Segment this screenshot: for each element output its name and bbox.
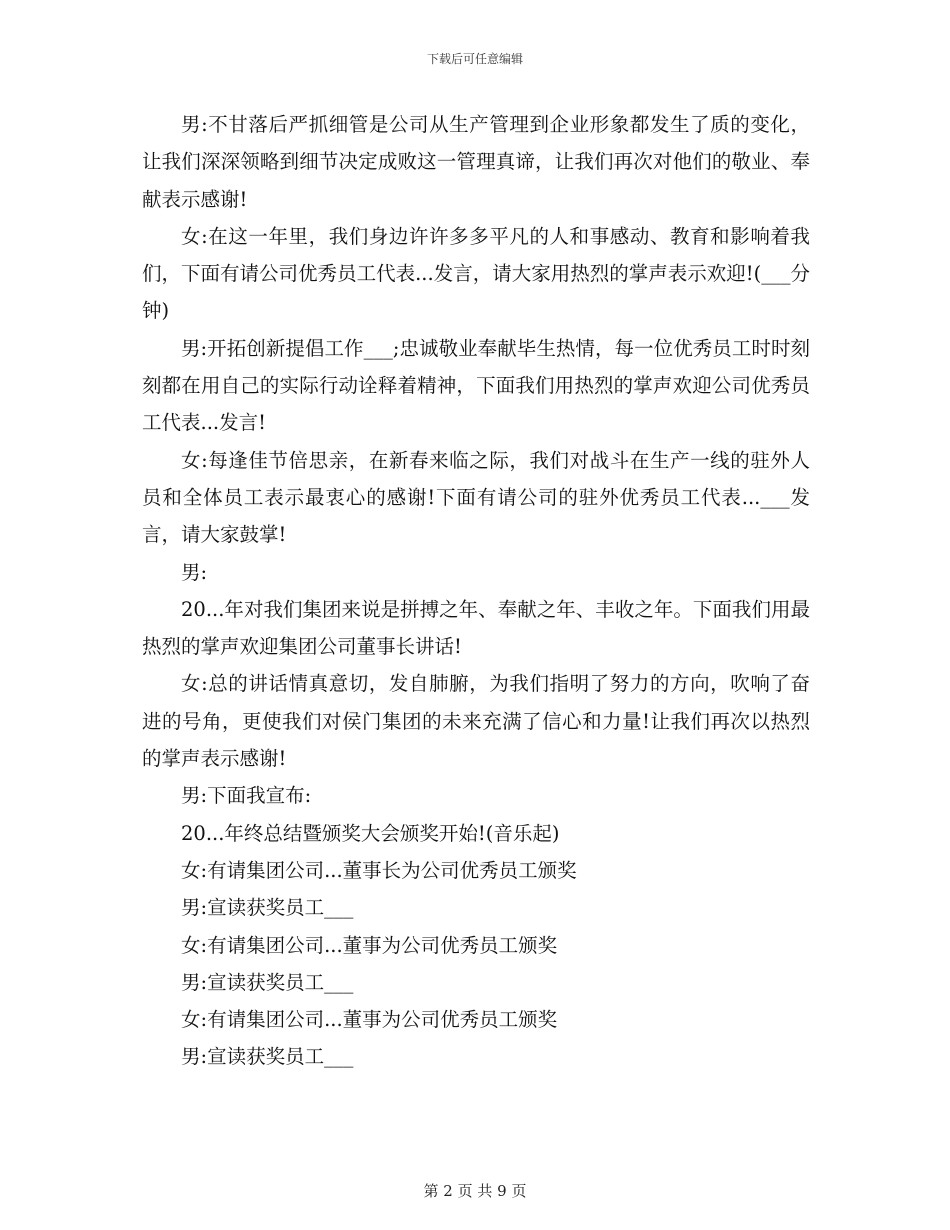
page-header: 下载后可任意编辑 — [426, 52, 523, 66]
paragraph: 男:宣读获奖员工___ — [181, 970, 354, 994]
paragraph: 女:有请集团公司...董事为公司优秀员工颁奖 — [181, 1008, 558, 1032]
paragraph: 女:每逢佳节倍思亲，在新春来临之际，我们对战斗在生产一线的驻外人员和全体员工表示最衷心的感谢!下面有请公司的驻外优秀员工代表...___发言，请大家鼓掌! — [142, 448, 810, 547]
paragraph: 20...年对我们集团来说是拼搏之年、奉献之年、丰收之年。下面我们用最热烈的掌声欢迎集团公司董事长讲话! — [142, 597, 810, 659]
paragraph: 女:有请集团公司...董事为公司优秀员工颁奖 — [181, 933, 558, 957]
paragraph: 女:有请集团公司...董事长为公司优秀员工颁奖 — [181, 858, 577, 882]
paragraph: 男:不甘落后严抓细管是公司从生产管理到企业形象都发生了质的变化，让我们深深领略到细节决定成败这一管理真谛，让我们再次对他们的敬业、奉献表示感谢! — [142, 113, 810, 211]
paragraph: 20...年终总结暨颁奖大会颁奖开始!(音乐起) — [181, 821, 560, 845]
paragraph: 男:下面我宣布: — [181, 784, 312, 808]
paragraph: 男:宣读获奖员工___ — [181, 896, 354, 920]
paragraph: 男: — [181, 560, 208, 584]
page-footer: 第 2 页 共 9 页 — [423, 1182, 527, 1200]
paragraph: 男:开拓创新提倡工作___;忠诚敬业奉献毕生热情，每一位优秀员工时时刻刻都在用自己的实际行动诠释着精神，下面我们用热烈的掌声欢迎公司优秀员工代表...发言! — [142, 336, 810, 435]
paragraph: 女:总的讲话情真意切，发自肺腑，为我们指明了努力的方向，吹响了奋进的号角，更使我们对侯门集团的未来充满了信心和力量!让我们再次以热烈的掌声表示感谢! — [142, 672, 810, 771]
paragraph: 男:宣读获奖员工___ — [181, 1045, 354, 1069]
paragraph: 女:在这一年里，我们身边许许多多平凡的人和事感动、教育和影响着我们，下面有请公司优秀员工代表...发言，请大家用热烈的掌声表示欢迎!(___分钟) — [142, 224, 810, 323]
document-body — [142, 106, 810, 1076]
